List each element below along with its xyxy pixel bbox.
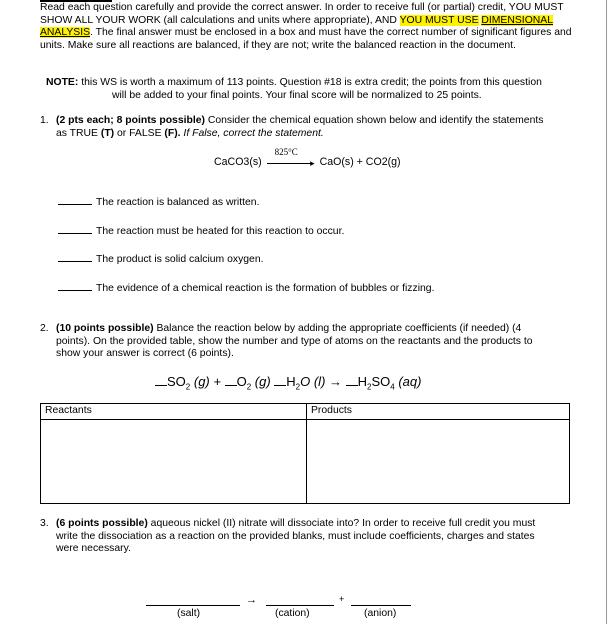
question-1 <box>40 115 580 145</box>
products-header: Products <box>311 405 353 416</box>
temperature-label: 825°C <box>274 147 298 158</box>
question-2-number: 2. <box>40 323 49 334</box>
note-line-1: this WS is worth a maximum of 113 points. Question #18 is extra credit; the points from this question <box>78 77 542 88</box>
cation-label: (cation) <box>275 608 310 619</box>
question-2-text <box>56 323 578 361</box>
question-1-text-2a: as TRUE <box>56 127 101 139</box>
heat-arrow <box>267 147 315 169</box>
intro-highlight-2: DIMENSIONAL ANALYSIS <box>40 14 553 39</box>
question-3 <box>40 518 580 558</box>
equation-products: CaO(s) + CO2(g) <box>319 156 401 168</box>
statement-4-text: The evidence of a chemical reaction is the formation of bubbles or fizzing. <box>96 283 435 294</box>
question-1-text-2c: If False, correct the statement. <box>180 127 324 139</box>
question-1-points: (2 pts each; 8 points possible) <box>56 115 205 126</box>
false-mark: (F). <box>164 127 181 139</box>
question-3-number: 3. <box>40 518 49 529</box>
statement-2-text: The reaction must be heated for this reaction to occur. <box>96 226 345 237</box>
arrow-head-icon: ▸ <box>310 158 315 169</box>
eq-sub-2: 2 <box>246 382 252 392</box>
statement-1 <box>58 195 259 208</box>
answer-blank-3[interactable] <box>58 252 92 262</box>
calcium-carbonate-equation <box>214 147 401 169</box>
eq-state-2: (g) <box>251 374 275 389</box>
salt-blank[interactable] <box>146 605 240 606</box>
question-3-text-1: aqueous nickel (II) nitrate will dissociate into? In order to receive full credit you must <box>147 518 536 529</box>
products-cell[interactable] <box>307 420 569 503</box>
salt-label: (salt) <box>177 608 201 619</box>
eq-term-3: H <box>286 374 296 389</box>
question-3-text-2: write the dissociation as a reaction on the provided blanks, must include coefficients, charges and states <box>56 530 535 542</box>
eq-term-4b: SO <box>371 374 391 389</box>
coefficient-blank-3[interactable] <box>274 374 286 386</box>
statement-3-text: The product is solid calcium oxygen. <box>96 254 264 265</box>
coefficient-blank-2[interactable] <box>225 374 237 386</box>
equation-reactant: CaCO3(s) <box>214 156 262 168</box>
anion-blank[interactable] <box>351 605 411 606</box>
eq-state-1: (g) + <box>190 374 225 389</box>
question-1-text-2b: or FALSE <box>114 127 165 139</box>
statement-4 <box>58 281 434 294</box>
intro-highlight-1: YOU MUST USE <box>399 14 479 26</box>
question-3-text <box>56 518 578 556</box>
page-edge <box>606 0 607 624</box>
question-2 <box>40 323 580 363</box>
question-3-text-3: were necessary. <box>56 543 131 555</box>
statement-1-text: The reaction is balanced as written. <box>96 197 260 208</box>
note-paragraph <box>46 77 576 102</box>
reactants-cell[interactable] <box>41 420 304 503</box>
question-1-number: 1. <box>40 115 49 126</box>
eq-sub-4: 2 <box>367 382 372 392</box>
coefficient-blank-4[interactable] <box>346 374 358 386</box>
anion-label: (anion) <box>364 608 397 619</box>
reactants-header: Reactants <box>45 405 92 416</box>
dissociation-arrow-icon: → <box>246 594 257 606</box>
answer-blank-1[interactable] <box>58 195 92 205</box>
coefficient-blank-1[interactable] <box>155 374 167 386</box>
statement-2 <box>58 224 344 237</box>
eq-state-4: (aq) <box>394 374 422 389</box>
question-2-text-1: Balance the reaction below by adding the appropriate coefficients (if needed) (4 <box>153 323 522 334</box>
statement-3 <box>58 252 263 265</box>
arrow-line <box>267 163 311 164</box>
question-2-text-2: points). On the provided table, show the number and type of atoms on the reactants and the products to <box>56 335 533 347</box>
eq-term-2: O <box>236 374 247 389</box>
answer-blank-2[interactable] <box>58 224 92 234</box>
question-1-text-1: Consider the chemical equation shown below and identify the statements <box>204 115 544 126</box>
note-label: NOTE: <box>46 77 79 88</box>
eq-sub-1: 2 <box>185 382 191 392</box>
answer-blank-4[interactable] <box>58 281 92 291</box>
question-2-text-3: show your answer is correct (6 points). <box>56 348 234 360</box>
question-2-points: (10 points possible) <box>56 323 154 334</box>
question-1-text <box>56 115 578 140</box>
eq-term-4: H <box>357 374 368 389</box>
question-3-points: (6 points possible) <box>56 518 148 529</box>
true-mark: (T) <box>100 127 115 139</box>
eq-sub-5: 4 <box>390 382 395 392</box>
eq-sub-3: 2 <box>295 382 301 392</box>
cation-blank[interactable] <box>266 605 334 606</box>
intro-text-1: Read each question carefully and provide the correct answer. In order to receive full (or partial) credit, YOU MUST SHOW ALL YOUR WORK (all calculations and units where appropriate), AND <box>40 2 564 26</box>
note-line-2: will be added to your final points. Your final score will be normalized to 25 points. <box>112 89 482 101</box>
plus-sign: + <box>339 594 345 604</box>
eq-state-3: O (l) → <box>300 374 346 389</box>
sulfuric-acid-equation <box>155 374 421 392</box>
eq-term-1: SO <box>167 374 186 389</box>
instructions-paragraph <box>40 2 574 52</box>
intro-text-2: . The final answer must be enclosed in a box and must have the correct number of significant figures and units. Make sure all reactions are balanced, if they are not; write the balanced reaction in the document. <box>40 27 572 51</box>
